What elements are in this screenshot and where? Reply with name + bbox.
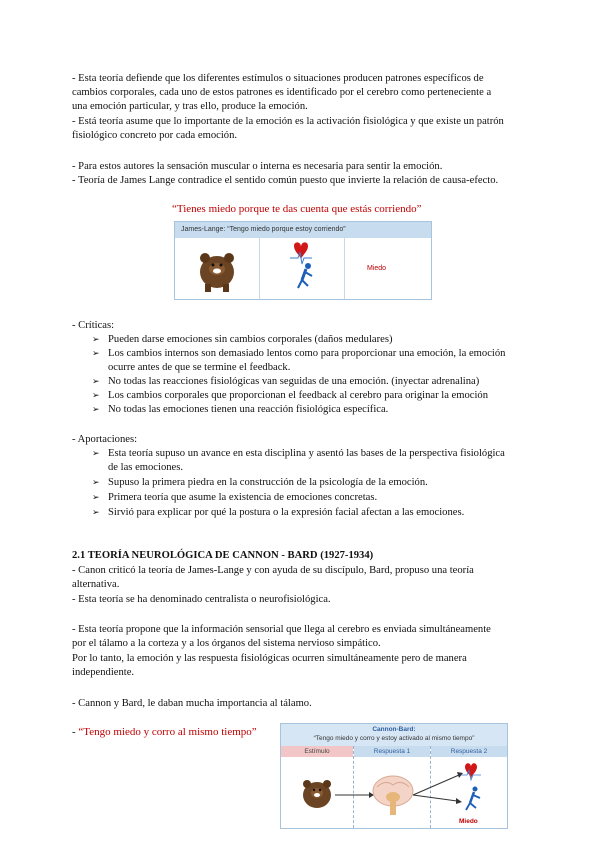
- intro-line-5: fisiológico concreto por cada emoción.: [72, 130, 238, 141]
- figure2-label-quote: “Tengo miedo y corro al mismo tiempo”: [78, 726, 257, 738]
- notes-line-1: - Para estos autores la sensación muscular o interna es necesaria para sentir la emoción.: [72, 161, 443, 172]
- figure2-col-response-2: Respuesta 2: [431, 746, 507, 757]
- arrow-bullet-icon: ➢: [92, 508, 100, 518]
- figure1-result-cell: [345, 238, 431, 299]
- criticas-item-text: Pueden darse emociones sin cambios corporales (daños medulares): [108, 334, 393, 345]
- figure1-stimulus-cell: [175, 238, 260, 299]
- runner-icon: [466, 787, 480, 811]
- criticas-label: - Críticas:: [72, 320, 115, 331]
- figure2-label-prefix: -: [72, 726, 79, 738]
- aportaciones-item-cont: de las emociones.: [108, 462, 184, 473]
- arrow-bullet-icon: ➢: [92, 391, 100, 401]
- figure2-subtitle: “Tengo miedo y corro y estoy activado al mismo tiempo”: [313, 735, 475, 742]
- figure2-header: [281, 724, 507, 746]
- criticas-item-text: No todas las emociones tienen una reacción fisiológica específica.: [108, 404, 389, 415]
- aportaciones-item-text: Sirvió para explicar por qué la postura o la expresión facial afectan a las emociones.: [108, 507, 465, 518]
- figure2-cannon-bard: [280, 723, 508, 829]
- arrow-bullet-icon: ➢: [92, 449, 100, 459]
- intro-line-4: - Está teoría asume que lo importante de la emoción es la activación fisiológica y que existe un patrón: [72, 116, 504, 127]
- figure2-col-stimulus: Estímulo: [281, 746, 353, 757]
- intro-line-3: una emoción particular, y tras ello, produce la emoción.: [72, 101, 308, 112]
- talamo-line: - Cannon y Bard, le daban mucha importancia al tálamo.: [72, 698, 312, 709]
- figure1-header: James-Lange: “Tengo miedo porque estoy corriendo”: [175, 222, 431, 238]
- bear-icon: [175, 238, 259, 299]
- arrow-bullet-icon: ➢: [92, 349, 100, 359]
- arrow-bullet-icon: ➢: [92, 478, 100, 488]
- figure1-title: “Tienes miedo porque te das cuenta que estás corriendo”: [172, 203, 422, 215]
- heart-runner-icon: [260, 238, 344, 299]
- arrow-bullet-icon: ➢: [92, 335, 100, 345]
- cannon-line-2: alternativa.: [72, 579, 120, 590]
- figure2-result-label: Miedo: [459, 818, 478, 825]
- aportaciones-label: - Aportaciones:: [72, 434, 138, 445]
- figure1-james-lange: [174, 221, 432, 300]
- arrow-bullet-icon: ➢: [92, 405, 100, 415]
- notes-line-2: - Teoría de James Lange contradice el sentido común puesto que invierte la relación de causa-efecto.: [72, 175, 499, 186]
- arrow-bullet-icon: ➢: [92, 493, 100, 503]
- cannon-line-1: - Canon criticó la teoría de James-Lange y con ayuda de su discípulo, Bard, propuso una teoría: [72, 565, 474, 576]
- propone-line-3: Por lo tanto, la emoción y las respuesta fisiológicas ocurren simultáneamente pero de manera: [72, 653, 467, 664]
- figure1-result-label: Miedo: [367, 265, 387, 272]
- intro-line-1: - Esta teoría defiende que los diferentes estímulos o situaciones producen patrones específicos de: [72, 73, 484, 84]
- section-heading: 2.1 TEORÍA NEUROLÓGICA DE CANNON - BARD (1927-1934): [72, 550, 374, 561]
- aportaciones-item-text: Primera teoría que asume la existencia de emociones concretas.: [108, 492, 378, 503]
- criticas-item-text: No todas las reacciones fisiológicas van seguidas de una emoción. (inyectar adrenalina): [108, 376, 480, 387]
- criticas-item-text: Los cambios internos son demasiado lentos como para proporcionar una emoción, la emoción: [108, 348, 506, 359]
- figure2-col-response-1: Respuesta 1: [354, 746, 430, 757]
- propone-line-4: independiente.: [72, 667, 135, 678]
- brain-icon: [373, 776, 413, 815]
- criticas-item-cont: ocurre antes de que se termine el feedback.: [108, 362, 291, 373]
- figure2-title: Cannon-Bard:: [372, 726, 416, 733]
- heart-icon: [461, 763, 481, 780]
- propone-line-1: - Esta teoría propone que la información sensorial que llega al cerebro es enviada simultáneamente: [72, 624, 491, 635]
- intro-line-2: cambios corporales, cada uno de estos patrones es identificado por el cerebro como perteneciente a: [72, 87, 492, 98]
- propone-line-2: por el tálamo a la corteza y a los órganos del sistema nervioso simpático.: [72, 638, 381, 649]
- figure1-response-cell: [260, 238, 345, 299]
- aportaciones-item-text: Supuso la primera piedra en la construcción de la psicología de la emoción.: [108, 477, 428, 488]
- cannon-line-3: - Esta teoría se ha denominado centralista o neurofisiológica.: [72, 594, 331, 605]
- arrow-bullet-icon: ➢: [92, 377, 100, 387]
- bear-icon: [303, 780, 331, 808]
- aportaciones-item-text: Esta teoría supuso un avance en esta disciplina y asentó las bases de la perspectiva fisiológica: [108, 448, 505, 459]
- figure2-label: [72, 726, 257, 738]
- criticas-item-text: Los cambios corporales que proporcionan el feedback al cerebro para originar la emoción: [108, 390, 489, 401]
